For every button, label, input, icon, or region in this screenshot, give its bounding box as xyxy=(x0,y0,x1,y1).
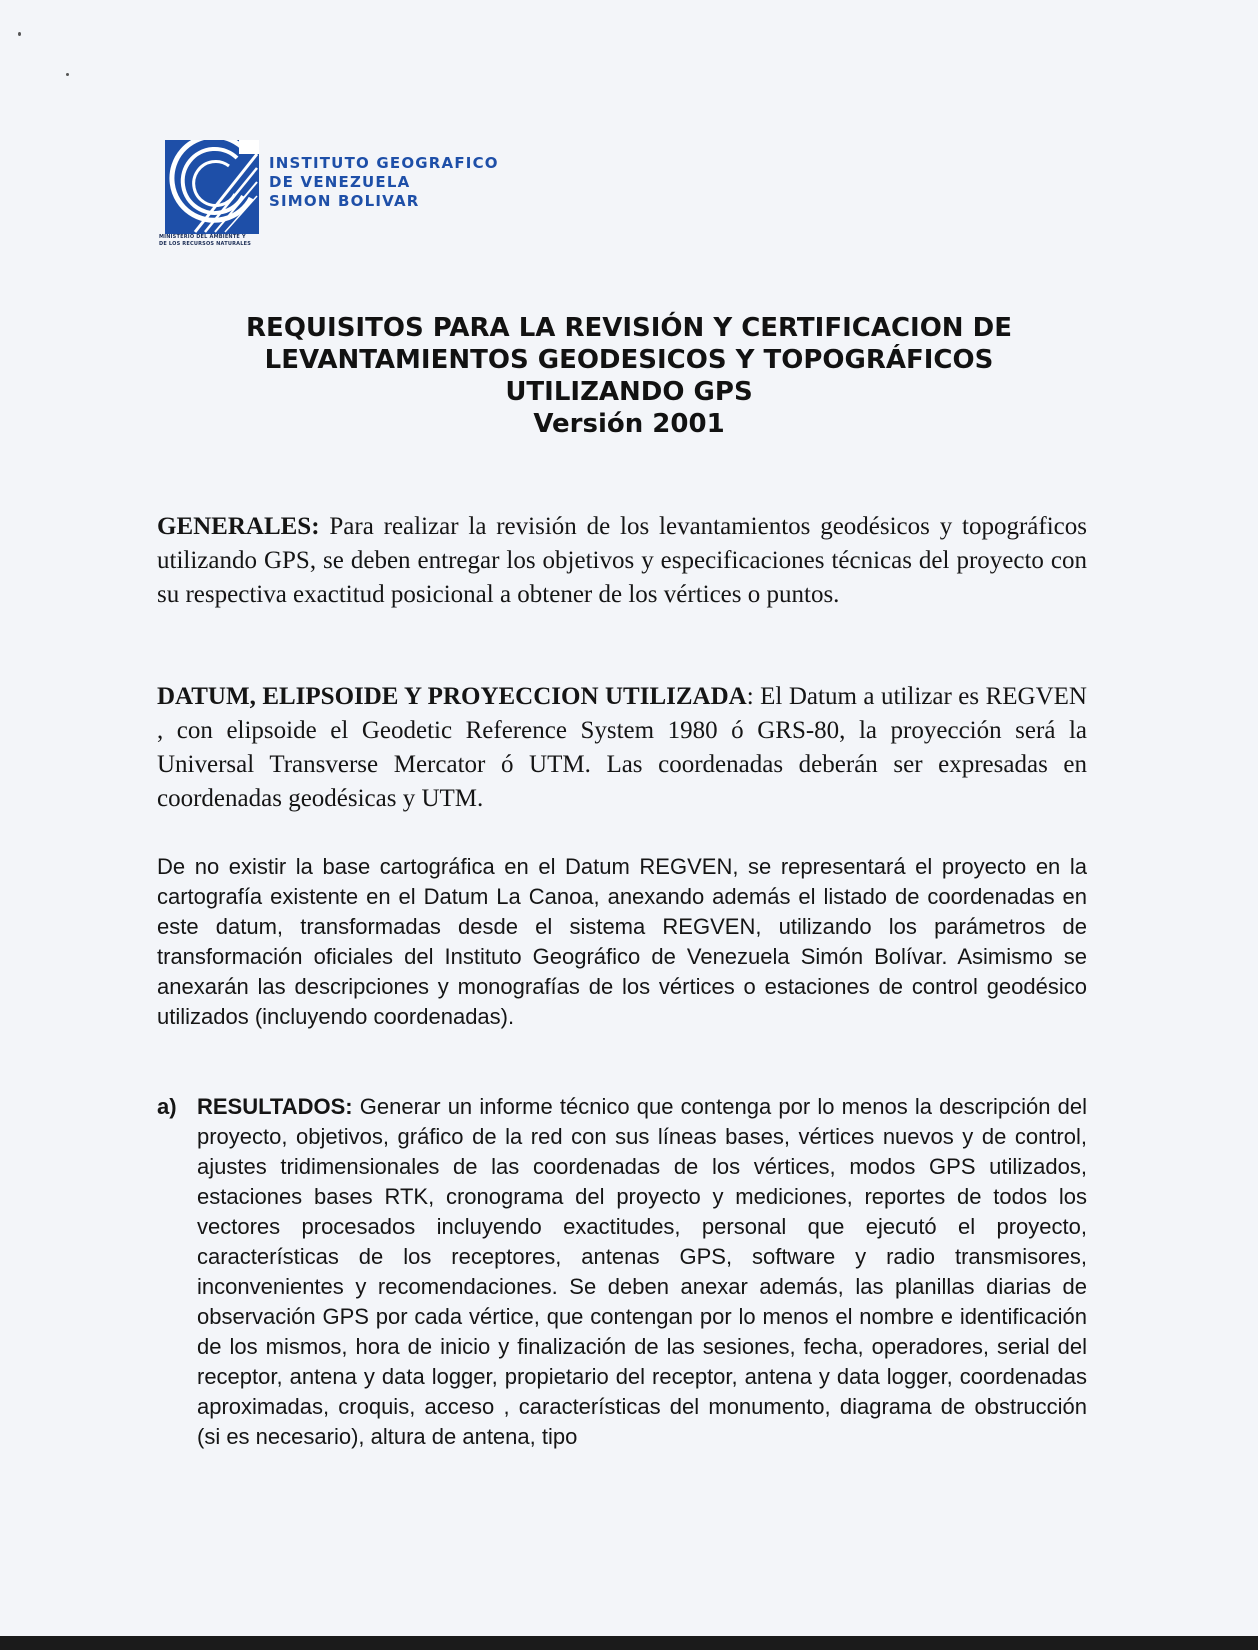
datum-heading: DATUM, ELIPSOIDE Y PROYECCION UTILIZADA xyxy=(157,683,747,710)
title-line: REQUISITOS PARA LA REVISIÓN Y CERTIFICACION DE xyxy=(246,313,1012,343)
institute-name-line: INSTITUTO GEOGRAFICO xyxy=(269,154,499,172)
scan-speck xyxy=(66,73,69,76)
resultados-heading: RESULTADOS: xyxy=(197,1094,353,1119)
list-marker: a) xyxy=(157,1094,177,1119)
scan-speck xyxy=(18,32,21,36)
title-line: LEVANTAMIENTOS GEODESICOS Y TOPOGRÁFICOS xyxy=(264,345,994,375)
scan-bottom-edge xyxy=(0,1636,1258,1650)
ministry-caption-line: MINISTERIO DEL AMBIENTE Y xyxy=(159,234,246,240)
document-title xyxy=(150,312,1108,440)
institute-logo-mark xyxy=(165,140,259,234)
title-line: UTILIZANDO GPS xyxy=(505,377,753,407)
generales-paragraph xyxy=(157,510,1087,612)
institute-logo xyxy=(159,140,525,260)
institute-name xyxy=(269,154,499,211)
generales-heading: GENERALES: xyxy=(157,513,320,540)
title-version: Versión 2001 xyxy=(533,409,725,439)
resultados-paragraph xyxy=(197,1092,1087,1452)
institute-name-line: DE VENEZUELA xyxy=(269,173,411,191)
ministry-caption-line: DE LOS RECURSOS NATURALES xyxy=(159,241,252,247)
datum-paragraph xyxy=(157,680,1087,816)
institute-name-line: SIMON BOLIVAR xyxy=(269,192,420,210)
generales-text: Para realizar la revisión de los levantamientos geodésicos y topográficos utilizando GPS, se deben entregar los objetivos y especificaciones técnicas del proyecto con su respectiva exactitud posicional a obtener de los vértices o puntos. xyxy=(157,513,1087,608)
datum-text: : El Datum a utilizar es REGVEN , con elipsoide el Geodetic Reference System 1980 ó GRS-80, la proyección será la Universal Transverse Mercator ó UTM. Las coordenadas deberán ser expresadas en coordenadas geodésicas y UTM. xyxy=(157,683,1087,812)
base-cartografica-paragraph: De no existir la base cartográfica en el Datum REGVEN, se representará el proyecto en la cartografía existente en el Datum La Canoa, anexando además el listado de coordenadas en este datum, transformadas desde el sistema REGVEN, utilizando los parámetros de transformación oficiales del Instituto Geográfico de Venezuela Simón Bolívar. Asimismo se anexarán las descripciones y monografías de los vértices o estaciones de control geodésico utilizados (incluyendo coordenadas). xyxy=(157,854,1087,1029)
resultados-text: Generar un informe técnico que contenga por lo menos la descripción del proyecto, objetivos, gráfico de la red con sus líneas bases, vértices nuevos y de control, ajustes tridimensionales de las coordenadas de los vértices, modos GPS utilizados, estaciones bases RTK, cronograma del proyecto y mediciones, reportes de todos los vectores procesados incluyendo exactitudes, personal que ejecutó el proyecto, características de los receptores, antenas GPS, software y radio transmisores, inconvenientes y recomendaciones. Se deben anexar además, las planillas diarias de observación GPS por cada vértice, que contengan por lo menos el nombre e identificación de los mismos, hora de inicio y finalización de las sesiones, fecha, operadores, serial del receptor, antena y data logger, propietario del receptor, antena y data logger, coordenadas aproximadas, croquis, acceso , características del monumento, diagrama de obstrucción (si es necesario), altura de antena, tipo xyxy=(197,1094,1087,1449)
ministry-caption xyxy=(159,234,269,248)
